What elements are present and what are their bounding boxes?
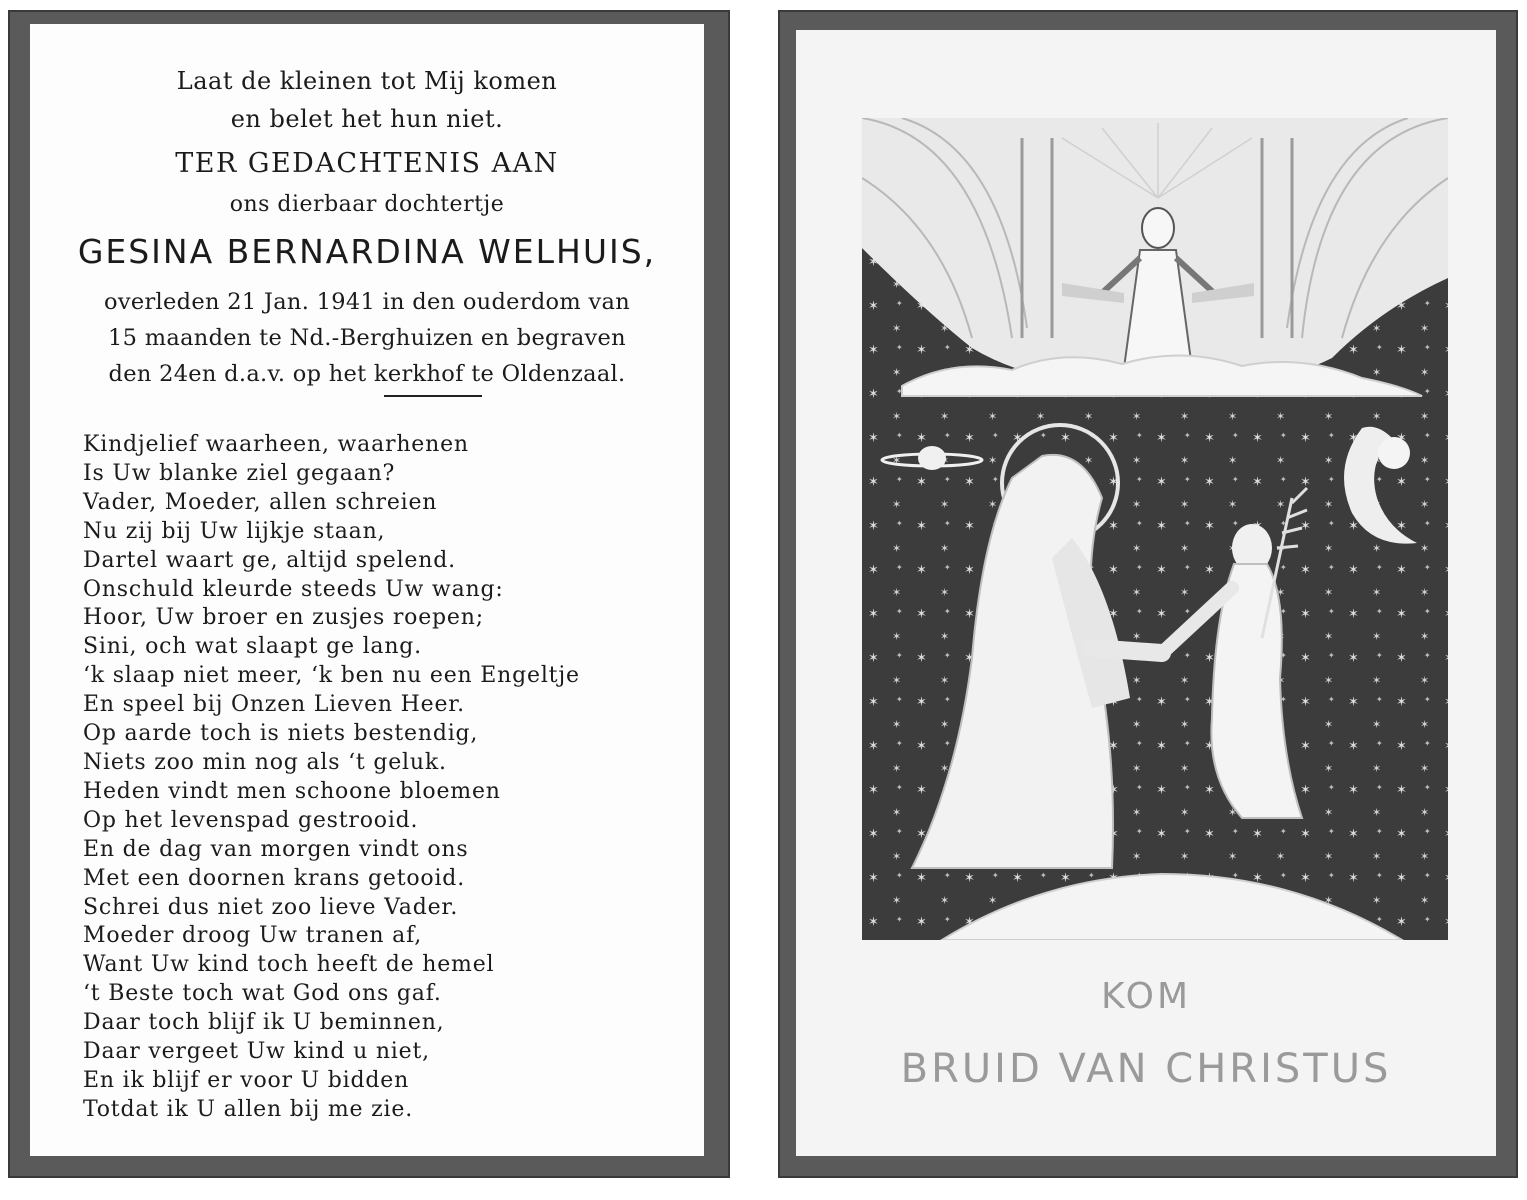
poem-line: En speel bij Onzen Lieven Heer. xyxy=(83,692,465,718)
poem-line: En ik blijf er voor U bidden xyxy=(83,1067,410,1093)
poem-line: En de dag van morgen vindt ons xyxy=(83,836,469,862)
poem-line: Daar toch blijf ik U beminnen, xyxy=(83,1010,445,1036)
poem-line: Vader, Moeder, allen schreien xyxy=(83,489,438,515)
poem-line: Hoor, Uw broer en zusjes roepen; xyxy=(83,605,484,631)
epigraph-line-1: Laat de kleinen tot Mij komen xyxy=(176,67,558,95)
caption-kom: KOM xyxy=(1100,976,1192,1017)
divider-rule xyxy=(384,395,482,397)
deceased-name: GESINA BERNARDINA WELHUIS, xyxy=(77,232,657,271)
poem xyxy=(83,431,580,1125)
details-line-3: den 24en d.a.v. op het kerkhof te Oldenzaal. xyxy=(108,361,626,387)
details-line-1: overleden 21 Jan. 1941 in den ouderdom van xyxy=(104,289,630,315)
details-line-2: 15 maanden te Nd.-Berghuizen en begraven xyxy=(108,325,626,351)
poem-line: Is Uw blanke ziel gegaan? xyxy=(83,460,396,486)
poem-line: Dartel waart ge, altijd spelend. xyxy=(83,547,456,573)
text-side-paper xyxy=(30,24,704,1156)
caption-bruid-van-christus: BRUID VAN CHRISTUS xyxy=(900,1046,1392,1092)
poem-line: Niets zoo min nog als ‘t geluk. xyxy=(83,749,447,775)
poem-line: Onschuld kleurde steeds Uw wang: xyxy=(83,576,504,602)
devotional-illustration xyxy=(862,118,1448,940)
poem-line: Op aarde toch is niets bestendig, xyxy=(83,721,479,747)
poem-line: Nu zij bij Uw lijkje staan, xyxy=(83,518,386,544)
poem-line: Kindjelief waarheen, waarhenen xyxy=(83,432,469,457)
memorial-card-image-side xyxy=(778,10,1518,1178)
memorial-card-text-side xyxy=(8,10,730,1178)
in-memoriam-heading: TER GEDACHTENIS AAN xyxy=(175,148,559,179)
epigraph xyxy=(30,62,704,138)
relation-line: ons dierbaar dochtertje xyxy=(229,192,505,217)
epigraph-line-2: en belet het hun niet. xyxy=(230,105,504,133)
poem-line: ‘t Beste toch wat God ons gaf. xyxy=(83,981,442,1007)
poem-line: Met een doornen krans getooid. xyxy=(83,865,465,891)
image-side-paper xyxy=(796,30,1496,1156)
poem-line: Moeder droog Uw tranen af, xyxy=(83,923,423,949)
poem-line: Schrei dus niet zoo lieve Vader. xyxy=(83,894,459,920)
poem-line: ‘k slaap niet meer, ‘k ben nu een Engeltje xyxy=(83,663,580,689)
poem-line: Want Uw kind toch heeft de hemel xyxy=(83,952,495,978)
poem-line: Heden vindt men schoone bloemen xyxy=(83,778,501,804)
poem-line: Daar vergeet Uw kind u niet, xyxy=(83,1039,430,1065)
poem-line: Totdat ik U allen bij me zie. xyxy=(83,1096,413,1122)
poem-line: Op het levenspad gestrooid. xyxy=(83,807,419,833)
death-details xyxy=(30,284,704,392)
poem-line: Sini, och wat slaapt ge lang. xyxy=(83,634,422,660)
